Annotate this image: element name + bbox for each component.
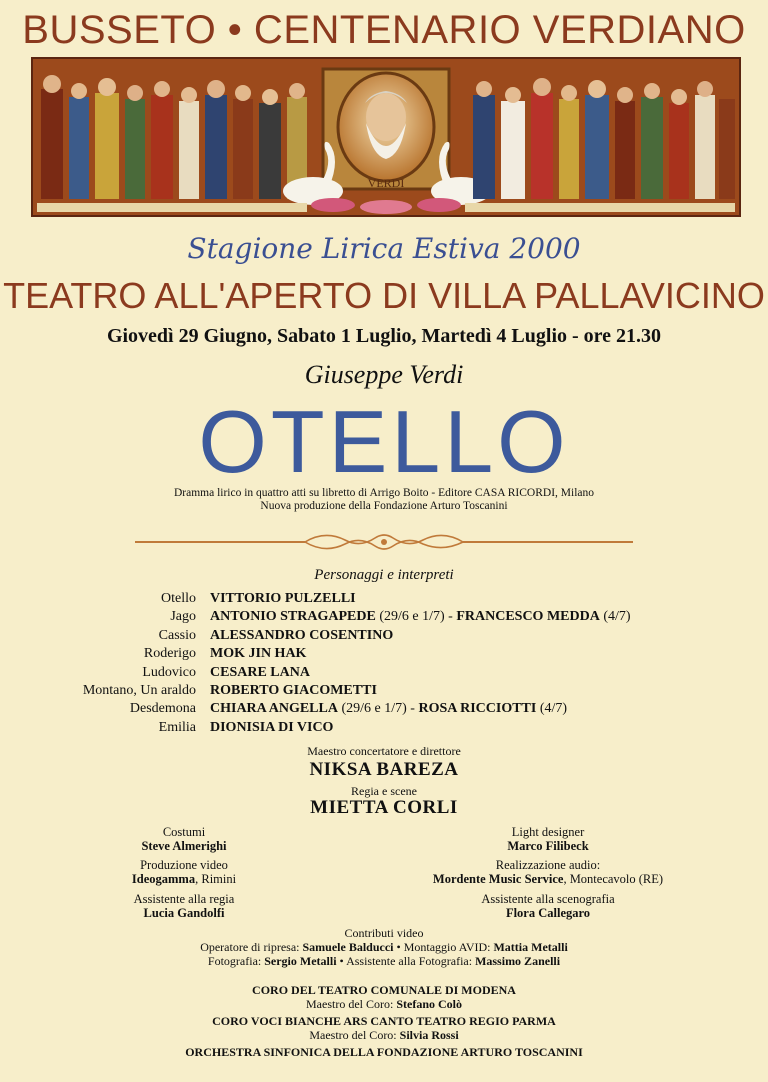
cast-actor: ROBERTO GIACOMETTI: [210, 682, 377, 698]
cast-list: [0, 590, 768, 737]
opera-title: OTELLO: [198, 392, 570, 491]
choir-1: CORO DEL TEATRO COMUNALE DI MODENA: [252, 983, 516, 997]
cast-heading: Personaggi e interpreti: [314, 567, 454, 583]
cast-role: Otello: [161, 591, 196, 606]
credit-label: Produzione video: [140, 858, 228, 872]
flower-band: [311, 198, 461, 214]
cast-role: Roderigo: [143, 646, 196, 662]
credit-label: Realizzazione audio:: [495, 858, 601, 872]
cast-role: Montano, Un araldo: [82, 682, 196, 698]
orchestra: ORCHESTRA SINFONICA DELLA FONDAZIONE ARTURO TOSCANINI: [185, 1045, 583, 1059]
venue-title: TEATRO ALL'APERTO DI VILLA PALLAVICINO: [3, 275, 765, 316]
video-contrib-line-2: Fotografia: Sergio Metalli • Assistente alla Fotografia: Massimo Zanelli: [207, 954, 561, 968]
cast-actor: DIONISIA DI VICO: [210, 719, 334, 735]
subtitle-line-2: Nuova produzione della Fondazione Arturo Toscanini: [260, 500, 508, 512]
cast-row: [0, 645, 768, 663]
credit-audio: [388, 858, 708, 886]
credit-name: Steve Almerighi: [141, 839, 227, 853]
banner-illustration: [33, 59, 739, 215]
ornament-divider: [135, 530, 633, 554]
director-name: MIETTA CORLI: [310, 797, 458, 818]
composer-name: Giuseppe Verdi: [304, 360, 464, 389]
credit-name: Marco Filibeck: [507, 839, 589, 853]
cast-role: Jago: [170, 609, 196, 625]
cast-role: Ludovico: [142, 664, 196, 680]
opera-subtitle: [0, 487, 768, 513]
credit-name: Mordente Music Service, Montecavolo (RE): [432, 872, 664, 886]
cast-actor: CHIARA ANGELLA (29/6 e 1/7) - ROSA RICCIOTTI (4/7): [210, 701, 568, 717]
verdi-portrait: [323, 69, 449, 190]
portrait-label: VERDI: [367, 176, 405, 190]
cast-row: [0, 664, 768, 682]
cast-row: [0, 719, 768, 737]
choir-2-master: Maestro del Coro: Silvia Rossi: [309, 1028, 459, 1042]
choir-1-master: Maestro del Coro: Stefano Colò: [306, 997, 462, 1011]
cast-actor: ALESSANDRO COSENTINO: [210, 627, 394, 643]
cast-actor: CESARE LANA: [210, 664, 310, 680]
cast-role: Cassio: [158, 627, 196, 643]
cast-actor: ANTONIO STRAGAPEDE (29/6 e 1/7) - FRANCESCO MEDDA (4/7): [210, 609, 631, 625]
illustrated-banner: [31, 57, 741, 217]
header-title: BUSSETO • CENTENARIO VERDIANO: [22, 8, 746, 52]
subtitle-line-1: Dramma lirico in quattro atti su libretto di Arrigo Boito - Editore CASA RICORDI, Milano: [173, 487, 595, 499]
credit-name: Flora Callegaro: [505, 906, 591, 920]
credit-assistant-direction: [64, 892, 304, 920]
cast-actor: MOK JIN HAK: [210, 646, 307, 662]
credit-name: Lucia Gandolfi: [143, 906, 225, 920]
cast-role: Emilia: [158, 719, 196, 735]
credit-video-production: [64, 858, 304, 886]
cast-row: [0, 608, 768, 626]
conductor-name: NIKSA BAREZA: [309, 759, 459, 780]
credit-name: Ideogamma, Rimini: [131, 872, 237, 886]
cast-row: [0, 700, 768, 718]
credit-label: Costumi: [162, 825, 206, 839]
cast-role: Desdemona: [129, 701, 196, 717]
cast-row: [0, 627, 768, 645]
performance-dates: Giovedì 29 Giugno, Sabato 1 Luglio, Martedì 4 Luglio - ore 21.30: [106, 325, 662, 347]
credit-label: Light designer: [511, 825, 585, 839]
director-label: Regia e scene: [351, 784, 417, 798]
credit-assistant-scenography: [388, 892, 708, 920]
video-contrib-line-1: Operatore di ripresa: Samuele Balducci • Montaggio AVID: Mattia Metalli: [200, 940, 568, 954]
video-contrib-label: Contributi video: [344, 926, 424, 940]
conductor-label: Maestro concertatore e direttore: [307, 744, 461, 758]
credit-label: Assistente alla scenografia: [481, 892, 615, 906]
cast-actor: VITTORIO PULZELLI: [210, 591, 356, 606]
season-title: Stagione Lirica Estiva 2000: [187, 232, 581, 265]
credit-label: Assistente alla regia: [133, 892, 235, 906]
credit-light: [388, 825, 708, 853]
credit-costumes: [64, 825, 304, 853]
cast-row: [0, 682, 768, 700]
cast-row: [0, 590, 768, 608]
right-characters-group: [473, 78, 735, 199]
choir-2: CORO VOCI BIANCHE ARS CANTO TEATRO REGIO PARMA: [212, 1014, 556, 1028]
